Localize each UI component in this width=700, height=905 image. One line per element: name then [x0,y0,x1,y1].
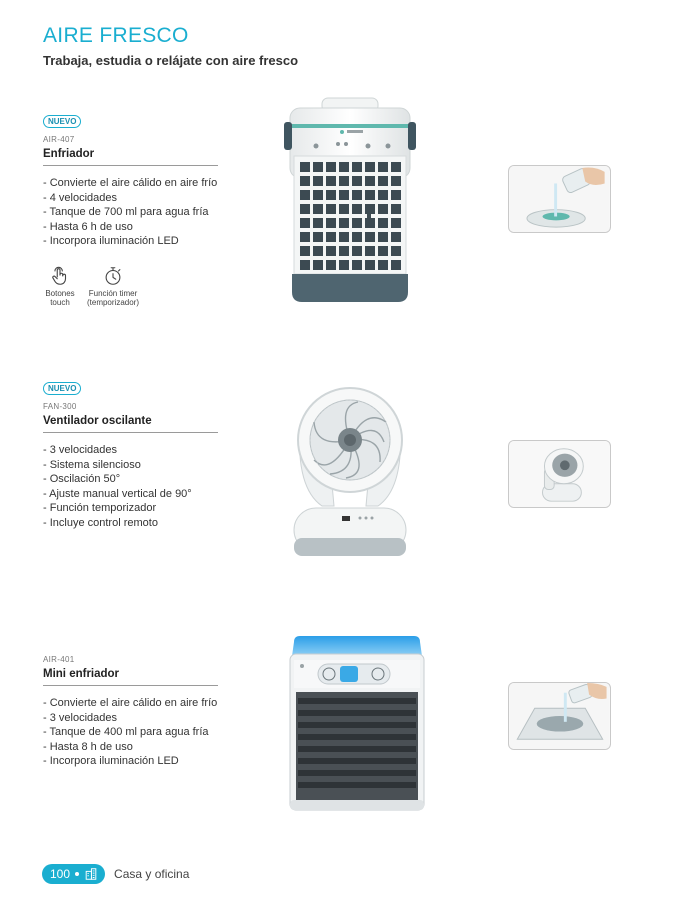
product-image-air-401 [286,634,428,814]
feature-item: - 4 velocidades [43,191,117,204]
new-badge: NUEVO [43,382,81,395]
product-model: AIR-401 [43,655,75,664]
fan-tilt-image [509,441,610,507]
product-fan-300 [43,378,218,530]
feature-item: - Función temporizador [43,502,157,514]
mini-refill-image [509,683,610,749]
thumb-air-407-refill [508,165,611,233]
product-model: AIR-407 [43,135,75,144]
page-number: 100 [50,867,71,881]
feature-item: - Hasta 8 h de uso [43,740,133,753]
product-air-407 [43,111,218,308]
air-cooler-image [282,96,418,304]
feature-item: - Convierte el aire cálido en aire frío [43,177,218,189]
thumb-air-401-refill [508,682,611,750]
water-refill-image [509,166,610,232]
product-name: Mini enfriador [43,668,218,686]
feature-list [43,696,218,769]
product-image-fan-300 [286,378,414,568]
feature-item: - Sistema silencioso [43,458,141,471]
product-name: Enfriador [43,148,218,166]
feature-item: - Convierte el aire cálido en aire frío [43,697,218,709]
feature-item: - Tanque de 400 ml para agua fría [43,726,209,738]
product-air-401 [43,655,218,769]
timer-icon [102,265,124,287]
feature-item: - Incorpora iluminación LED [43,235,179,247]
feature-item: - Tanque de 700 ml para agua fría [43,206,209,218]
new-badge: NUEVO [43,115,81,128]
feature-list [43,443,218,530]
icon-label: (temporizador) [86,298,139,307]
section-name: Casa y oficina [114,867,190,881]
icon-label: Botones [45,288,75,298]
page-footer [42,864,189,884]
product-image-air-407 [282,96,418,304]
feature-list [43,176,218,249]
touch-hand-icon [49,265,71,287]
building-icon [84,867,98,881]
touch-feature [43,265,77,308]
feature-item: - 3 velocidades [43,444,117,456]
page-title: AIRE FRESCO [43,24,189,47]
feature-item: - Incorpora iluminación LED [43,755,179,767]
thumb-fan-300-tilt [508,440,611,508]
page-subtitle: Trabaja, estudia o relájate con aire fresco [43,53,299,68]
icon-label: touch [50,298,70,307]
product-name: Ventilador oscilante [43,415,218,433]
feature-item: - Oscilación 50° [43,473,121,485]
feature-item: - Ajuste manual vertical de 90° [43,487,192,500]
feature-icons [43,265,218,308]
feature-item: - 3 velocidades [43,711,117,724]
oscillating-fan-image [286,378,414,568]
mini-cooler-image [286,634,428,814]
separator-dot [75,872,79,876]
product-model: FAN-300 [43,402,77,411]
feature-item: - Incluye control remoto [43,516,158,529]
timer-feature [83,265,143,308]
page-number-pill [42,864,105,884]
icon-label: Función timer [88,288,138,298]
feature-item: - Hasta 6 h de uso [43,220,133,233]
